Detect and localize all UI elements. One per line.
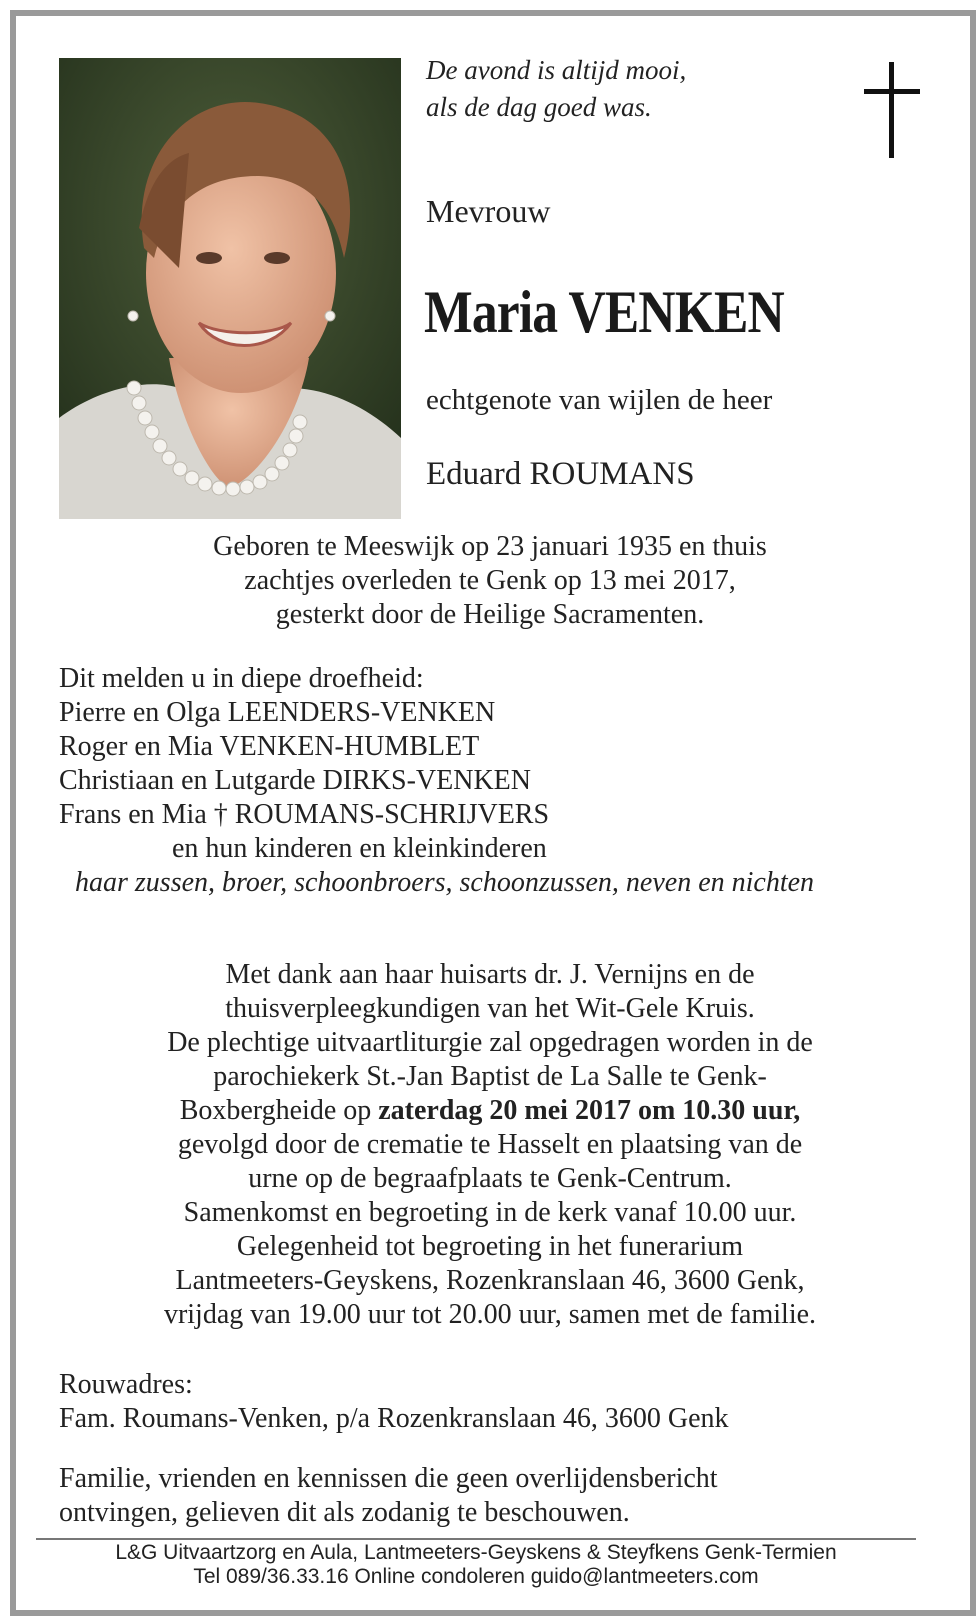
funeral-line: Samenkomst en begroeting in de kerk vanaf 10.00 uur. (183, 1197, 797, 1228)
funeral-date: zaterdag 20 mei 2017 om 10.30 uur, (378, 1095, 801, 1126)
info-line: zachtjes overleden te Genk op 13 mei 2017, (244, 565, 736, 596)
mourning-address (59, 1368, 959, 1436)
funeral-line-date (40, 1094, 940, 1128)
relatives-line: haar zussen, broer, schoonbroers, schoonzussen, neven en nichten (75, 867, 815, 898)
notice-text (59, 1462, 959, 1530)
footer-line: L&G Uitvaartzorg en Aula, Lantmeeters-Geyskens & Steyfkens Genk-Termien (115, 1541, 837, 1564)
family-intro: Dit melden u in diepe droefheid: (59, 663, 424, 694)
deceased-name: Maria VENKEN (424, 279, 784, 345)
funeral-line: Lantmeeters-Geyskens, Rozenkranslaan 46, 3600 Genk, (175, 1265, 805, 1296)
family-member: Christiaan en Lutgarde DIRKS-VENKEN (59, 765, 532, 796)
funeral-line: vrijdag van 19.00 uur tot 20.00 uur, samen met de familie. (163, 1299, 817, 1330)
quote-line: als de dag goed was. (426, 92, 652, 122)
funeral-line: thuisverpleegkundigen van het Wit-Gele Kruis. (225, 993, 755, 1024)
grandchildren-line: en hun kinderen en kleinkinderen (172, 833, 547, 864)
cross-icon (864, 62, 920, 158)
epigraph-quote (426, 52, 686, 126)
funeral-line: gevolgd door de crematie te Hasselt en plaatsing van de (177, 1129, 803, 1160)
address-label: Rouwadres: (59, 1369, 193, 1400)
notice-line: ontvingen, gelieven dit als zodanig te beschouwen. (59, 1497, 630, 1528)
funeral-line: Met dank aan haar huisarts dr. J. Vernijns en de (225, 959, 755, 990)
address-value: Fam. Roumans-Venken, p/a Rozenkranslaan 46, 3600 Genk (59, 1403, 729, 1434)
info-line: gesterkt door de Heilige Sacramenten. (275, 599, 705, 630)
family-member: Roger en Mia VENKEN-HUMBLET (59, 731, 480, 762)
spouse-name: Eduard ROUMANS (426, 456, 695, 492)
funeral-line: Gelegenheid tot begroeting in het funerarium (236, 1231, 744, 1262)
notice-line: Familie, vrienden en kennissen die geen overlijdensbericht (59, 1463, 718, 1494)
spouse-intro: echtgenote van wijlen de heer (426, 384, 773, 416)
funeral-line: De plechtige uitvaartliturgie zal opgedragen worden in de (167, 1027, 813, 1058)
birth-death-info (40, 530, 940, 632)
info-line: Geboren te Meeswijk op 23 januari 1935 en thuis (213, 531, 767, 562)
family-list (59, 662, 959, 900)
portrait-illustration (59, 58, 401, 519)
funeral-line: urne op de begraafplaats te Genk-Centrum. (248, 1163, 732, 1194)
quote-line: De avond is altijd mooi, (426, 55, 687, 85)
funeral-home-footer (36, 1541, 916, 1589)
portrait-photo (59, 58, 401, 519)
funeral-line: parochiekerk St.-Jan Baptist de La Salle te Genk- (213, 1061, 767, 1092)
family-member: Frans en Mia † ROUMANS-SCHRIJVERS (59, 799, 550, 830)
family-member: Pierre en Olga LEENDERS-VENKEN (59, 697, 496, 728)
funeral-line-prefix: Boxbergheide op (179, 1095, 379, 1126)
footer-line: Tel 089/36.33.16 Online condoleren guido@lantmeeters.com (193, 1565, 759, 1588)
funeral-info (40, 958, 940, 1332)
footer-divider (36, 1538, 916, 1540)
honorific: Mevrouw (426, 193, 551, 229)
